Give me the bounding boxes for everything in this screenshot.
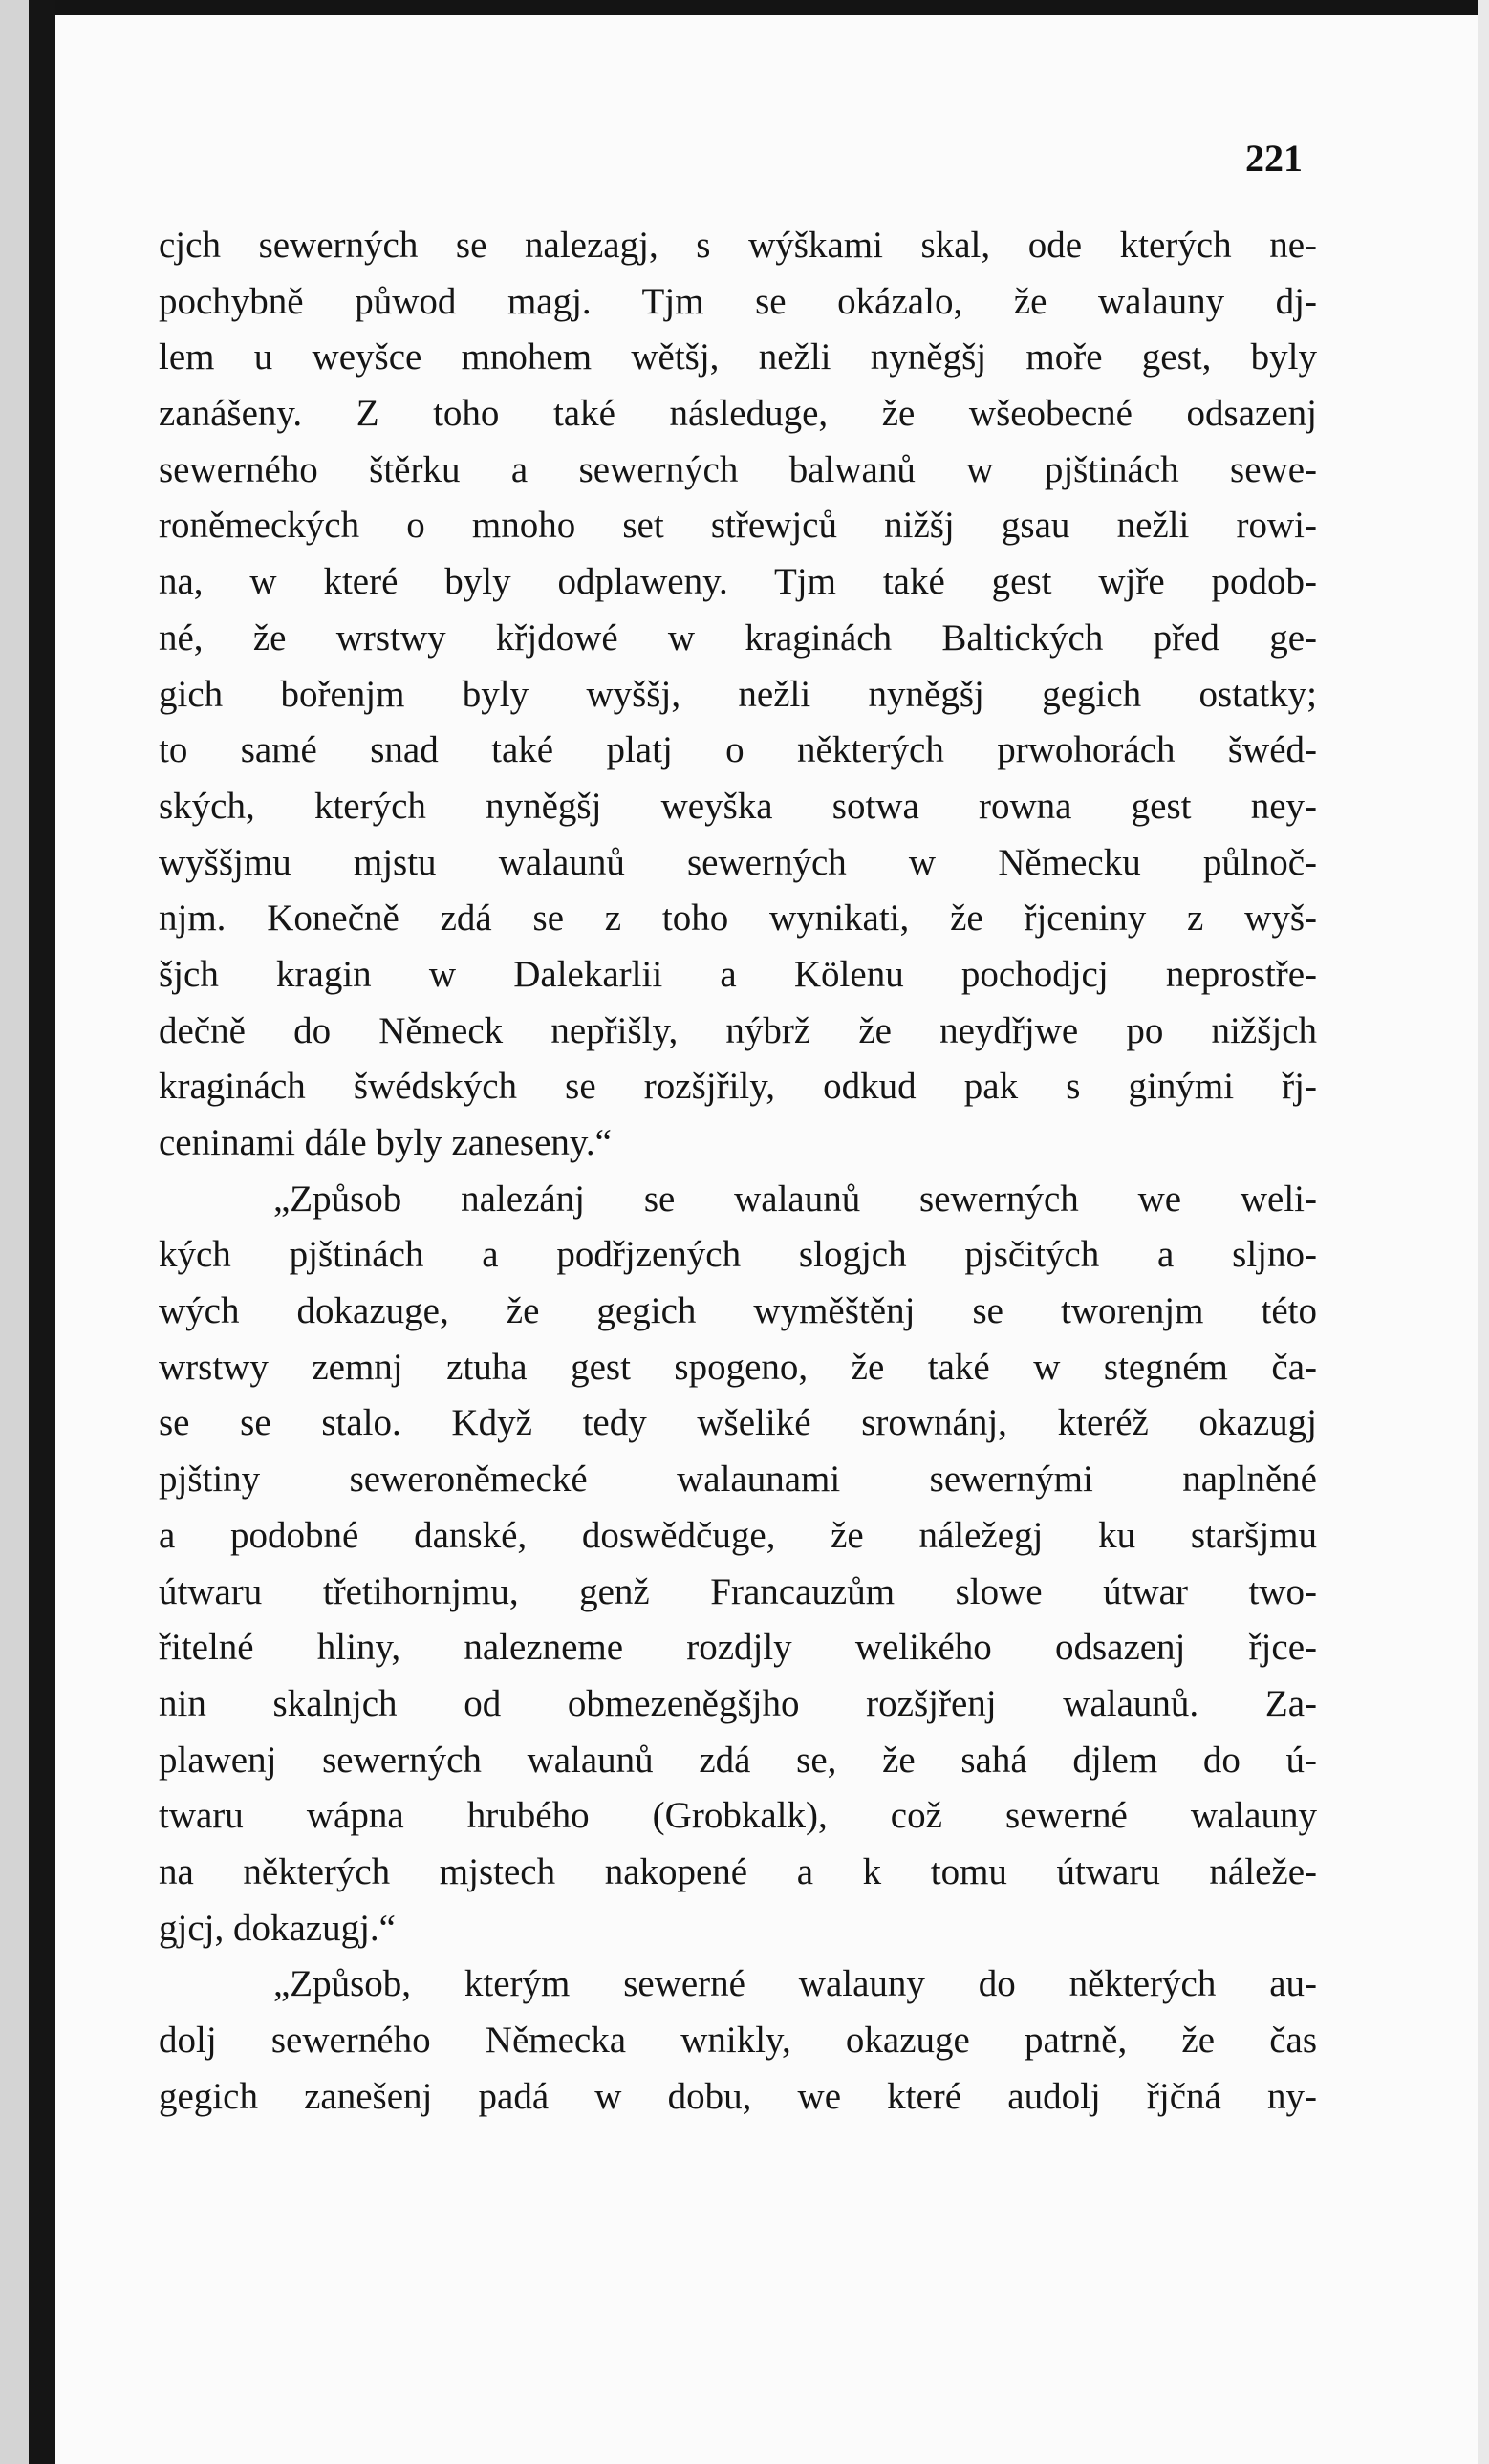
body-text	[159, 218, 1317, 2125]
text-line: ceninami dále byly zaneseny.“	[159, 1122, 612, 1163]
text-line: dečně do Německ nepřišly, nýbrž že neydřjwe po nižšjch	[159, 1009, 1317, 1051]
scan-right-margin	[1478, 0, 1489, 2464]
text-line: „Způsob nalezánj se walaunů sewerných we weli-	[273, 1178, 1317, 1220]
text-line: na některých mjstech nakopené a k tomu útwaru náleže-	[159, 1850, 1317, 1892]
text-line: útwaru třetihornjmu, genž Francauzům slowe útwar two-	[159, 1570, 1317, 1612]
text-line: wyššjmu mjstu walaunů sewerných w Německu půlnoč-	[159, 841, 1317, 883]
text-line: nin skalnjch od obmezeněgšjho rozšjřenj walaunů. Za-	[159, 1682, 1317, 1724]
scan-top-border	[0, 0, 1489, 15]
text-line: dolj sewerného Německa wnikly, okazuge patrně, že čas	[159, 2020, 1317, 2061]
text-line: né, že wrstwy křjdowé w kraginách Baltických před ge-	[159, 616, 1317, 659]
text-line: wých dokazuge, že gegich wyměštěnj se tworenjm této	[159, 1290, 1317, 1332]
text-line: „Způsob, kterým sewerné walauny do některých au-	[273, 1963, 1317, 2005]
text-line: njm. Konečně zdá se z toho wynikati, že řjceniny z wyš-	[159, 897, 1317, 940]
text-line: pochybně půwod magj. Tjm se okázalo, že walauny dj-	[159, 280, 1317, 322]
text-line: to samé snad také platj o některých prwohorách šwéd-	[159, 729, 1317, 771]
text-line: cjch sewerných se nalezagj, s wýškami skal, ode kterých ne-	[159, 225, 1317, 266]
text-line: plawenj sewerných walaunů zdá se, že sahá djlem do ú-	[159, 1739, 1317, 1781]
text-line: roněmeckých o mnoho set střewjců nižšj gsau nežli rowi-	[159, 505, 1317, 547]
text-line: sewerného štěrku a sewerných balwanů w pjštinách sewe-	[159, 448, 1317, 490]
book-spine-edge	[29, 0, 55, 2464]
text-line: se se stalo. Když tedy wšeliké srownánj, kteréž okazugj	[159, 1402, 1317, 1444]
text-line: řitelné hliny, nalezneme rozdjly welikého odsazenj řjce-	[159, 1627, 1317, 1669]
text-line: zanášeny. Z toho také následuge, že wšeobecné odsazenj	[159, 393, 1317, 435]
text-line: na, w které byly odplaweny. Tjm také gest wjře podob-	[159, 561, 1317, 603]
text-line: kraginách šwédských se rozšjřily, odkud pak s ginými řj-	[159, 1066, 1317, 1108]
text-line: šjch kragin w Dalekarlii a Kölenu pochodjcj neprostře-	[159, 953, 1317, 995]
book-page	[55, 15, 1478, 2464]
text-line: a podobné danské, doswědčuge, že náležegj ku staršjmu	[159, 1514, 1317, 1556]
text-line: gjcj, dokazugj.“	[159, 1907, 396, 1949]
text-line: gegich zanešenj padá w dobu, we které audolj řjčná ny-	[159, 2075, 1317, 2117]
text-line: ských, kterých nyněgšj weyška sotwa rowna gest ney-	[159, 785, 1317, 827]
text-line: wrstwy zemnj ztuha gest spogeno, že také w stegném ča-	[159, 1346, 1317, 1388]
text-line: pjštiny seweroněmecké walaunami sewernými naplněné	[159, 1459, 1317, 1501]
page-number: 221	[1245, 137, 1303, 180]
scan-left-margin	[0, 0, 29, 2464]
text-line: gich bořenjm byly wyššj, nežli nyněgšj gegich ostatky;	[159, 673, 1317, 715]
text-line: kých pjštinách a podřjzených slogjch pjsčitých a sljno-	[159, 1234, 1317, 1276]
text-line: lem u weyšce mnohem wětšj, nežli nyněgšj moře gest, byly	[159, 336, 1317, 378]
text-line: twaru wápna hrubého (Grobkalk), což sewerné walauny	[159, 1795, 1317, 1837]
